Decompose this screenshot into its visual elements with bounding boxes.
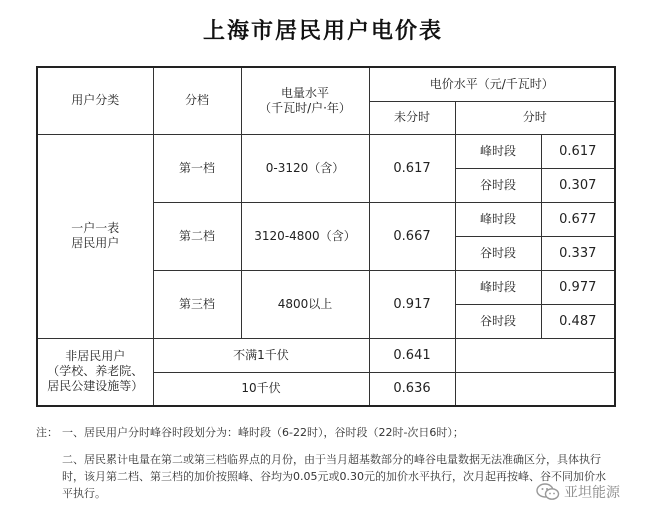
empty-cell <box>455 372 615 406</box>
header-price-level: 电价水平（元/千瓦时） <box>369 67 615 101</box>
valley-price: 0.487 <box>541 304 615 338</box>
tier-price: 0.667 <box>369 202 455 270</box>
non-residential-price: 0.636 <box>369 372 455 406</box>
tier-name: 第二档 <box>153 202 241 270</box>
non-residential-label <box>37 338 153 406</box>
non-residential-label-line1: 非居民用户 <box>65 349 126 364</box>
watermark <box>536 482 620 502</box>
notes-prefix: 注： <box>36 426 58 439</box>
non-residential-label-line3: 居民公建设施等） <box>47 379 144 394</box>
valley-price: 0.337 <box>541 236 615 270</box>
peak-price: 0.677 <box>541 202 615 236</box>
tier-range: 4800以上 <box>241 270 369 338</box>
non-residential-label-line2: （学校、养老院、 <box>47 364 144 379</box>
notes <box>36 424 616 502</box>
header-user-type: 用户分类 <box>37 67 153 134</box>
valley-price: 0.307 <box>541 168 615 202</box>
header-usage-level <box>241 67 369 134</box>
page-title: 上海市居民用户电价表 <box>202 19 443 44</box>
residential-label-line1: 一户一表 <box>71 221 120 235</box>
valley-label: 谷时段 <box>455 236 541 270</box>
peak-label: 峰时段 <box>455 270 541 304</box>
watermark-text: 亚坦能源 <box>564 485 620 501</box>
price-table-wrapper <box>36 66 616 407</box>
note-1: 一、居民用户分时峰谷时段划分为：峰时段（6-22时），谷时段（22时-次日6时）； <box>62 426 464 439</box>
voltage-level: 不满1千伏 <box>153 338 369 372</box>
non-residential-price: 0.641 <box>369 338 455 372</box>
header-usage-level-line1: 电量水平 <box>280 85 329 100</box>
empty-cell <box>455 338 615 372</box>
tier-price: 0.617 <box>369 134 455 202</box>
peak-price: 0.977 <box>541 270 615 304</box>
voltage-level: 10千伏 <box>153 372 369 406</box>
residential-label-line2: 居民用户 <box>71 236 120 250</box>
residential-label <box>37 134 153 338</box>
peak-price: 0.617 <box>541 134 615 168</box>
note-2: 二、居民累计电量在第二或第三档临界点的月份，由于当月超基数部分的峰谷电量数据无法准确区分，具体执行时，该月第二档、第三档的加价按照峰、谷均为0.05元或0.30元的加价水平执行，次月起再按峰、谷不同加价水平执行。 <box>62 453 606 500</box>
peak-label: 峰时段 <box>455 134 541 168</box>
valley-label: 谷时段 <box>455 304 541 338</box>
tier-name: 第三档 <box>153 270 241 338</box>
price-table <box>36 66 616 407</box>
header-tier: 分档 <box>153 67 241 134</box>
header-usage-level-line2: （千瓦时/户·年） <box>259 100 351 115</box>
valley-label: 谷时段 <box>455 168 541 202</box>
tier-price: 0.917 <box>369 270 455 338</box>
tier-range: 3120-4800（含） <box>241 202 369 270</box>
tier-name: 第一档 <box>153 134 241 202</box>
wechat-icon <box>536 483 560 501</box>
header-non-tou: 未分时 <box>369 101 455 134</box>
header-tou: 分时 <box>455 101 615 134</box>
tier-range: 0-3120（含） <box>241 134 369 202</box>
peak-label: 峰时段 <box>455 202 541 236</box>
